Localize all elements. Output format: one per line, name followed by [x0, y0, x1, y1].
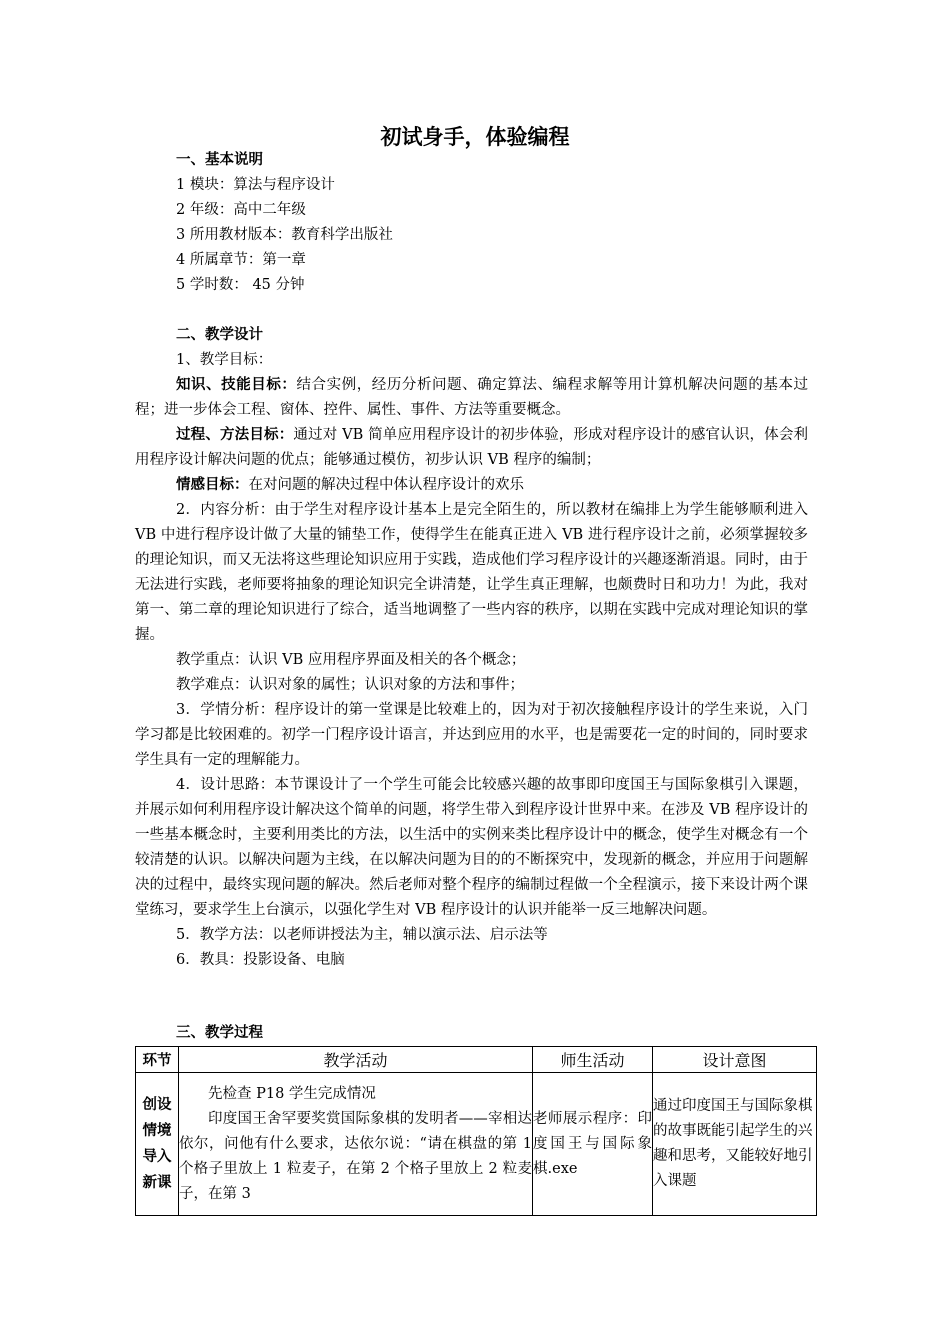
header-teaching-activity: 教学活动 [179, 1047, 533, 1073]
process-objective [135, 423, 808, 473]
teaching-difficulty: 教学难点：认识对象的属性；认识对象的方法和事件； [176, 677, 524, 693]
emotion-objective [135, 473, 808, 498]
table-header-row [136, 1047, 817, 1073]
knowledge-objective [135, 373, 808, 423]
section-heading-teaching-process: 三、教学过程 [176, 1025, 263, 1041]
teaching-key-point: 教学重点：认识 VB 应用程序界面及相关的各个概念； [176, 652, 526, 668]
stage-line: 新课 [142, 1175, 172, 1191]
teaching-process-table [135, 1046, 817, 1216]
header-stage: 环节 [136, 1047, 179, 1073]
process-objective-text: 通过对 VB 简单应用程序设计的初步体验，形成对程序设计的感官认识，体会利用程序设计解决问题的优点；能够通过模仿，初步认识 VB 程序的编制； [135, 427, 809, 468]
header-design-intent: 设计意图 [653, 1047, 817, 1073]
content-analysis: 2．内容分析：由于学生对程序设计基本上是完全陌生的，所以教材在编排上为学生能够顺利进入 VB 中进行程序设计做了大量的铺垫工作，使得学生在能真正进入 VB 进行程序设计之前，必须掌握较多的理论知识，而又无法将这些理论知识应用于实践，造成他们学习程序设计的兴趣逐渐消退。同时，由于无法进行实践，老师要将抽象的理论知识完全讲清楚，让学生真正理解，也颇费时日和功力！为此，我对第一、第二章的理论知识进行了综合，适当地调整了一些内容的秩序，以期在实践中完成对理论知识的掌握。 [135, 502, 808, 643]
document-title: 初试身手，体验编程 [380, 125, 570, 149]
objectives-heading: 1、教学目标： [176, 352, 273, 368]
teaching-tools: 6．教具：投影设备、电脑 [176, 952, 345, 968]
teacher-student-activity-cell: 老师展示程序：印度国王与国际象棋.exe [533, 1073, 653, 1216]
process-objective-label: 过程、方法目标： [176, 427, 294, 443]
header-teacher-student-activity: 师生活动 [533, 1047, 653, 1073]
info-item-module: 1 模块：算法与程序设计 [176, 177, 335, 193]
activity-paragraph: 先检查 P18 学生完成情况 [208, 1085, 376, 1102]
info-item-hours: 5 学时数： 45 分钟 [176, 277, 305, 293]
document-body [135, 148, 809, 973]
activity-paragraph: 印度国王舍罕要奖赏国际象棋的发明者——宰相达依尔，问他有什么要求，达依尔说：“请在棋盘的第 1 个格子里放上 1 粒麦子，在第 2 个格子里放上 2 粒麦子，在第 3 [179, 1110, 532, 1202]
stage-line: 创设 [142, 1097, 172, 1113]
info-item-textbook: 3 所用教材版本：教育科学出版社 [176, 227, 393, 243]
knowledge-objective-label: 知识、技能目标： [176, 377, 297, 393]
stage-line: 情境 [142, 1123, 172, 1139]
knowledge-objective-text: 结合实例，经历分析问题、确定算法、编程求解等用计算机解决问题的基本过程；进一步体会工程、窗体、控件、属性、事件、方法等重要概念。 [135, 377, 809, 418]
stage-line: 导入 [142, 1149, 172, 1165]
table-row [136, 1073, 817, 1216]
design-intent-cell: 通过印度国王与国际象棋的故事既能引起学生的兴趣和思考，又能较好地引入课题 [653, 1073, 817, 1216]
teaching-activity-cell [179, 1073, 533, 1216]
section-heading-basic-info: 一、基本说明 [176, 152, 263, 168]
info-item-chapter: 4 所属章节：第一章 [176, 252, 306, 268]
section-heading-teaching-design: 二、教学设计 [176, 327, 263, 343]
design-idea: 4．设计思路：本节课设计了一个学生可能会比较感兴趣的故事即印度国王与国际象棋引入课题，并展示如何利用程序设计解决这个简单的问题，将学生带入到程序设计世界中来。在涉及 VB 程序设计的一些基本概念时，主要利用类比的方法，以生活中的实例来类比程序设计中的概念，使学生对概念有一个较清楚的认识。以解决问题为主线，在以解决问题为目的的不断探究中，发现新的概念，并应用于问题解决的过程中，最终实现问题的解决。然后老师对整个程序的编制过程做一个全程演示，接下来设计两个课堂练习，要求学生上台演示，以强化学生对 VB 程序设计的认识并能举一反三地解决问题。 [135, 777, 808, 918]
stage-cell [136, 1073, 179, 1216]
info-item-grade: 2 年级：高中二年级 [176, 202, 306, 218]
learner-analysis: 3．学情分析：程序设计的第一堂课是比较难上的，因为对于初次接触程序设计的学生来说，入门学习都是比较困难的。初学一门程序设计语言，并达到应用的水平，也是需要花一定的时间的，同时要求学生具有一定的理解能力。 [135, 702, 808, 768]
emotion-objective-label: 情感目标： [176, 477, 249, 493]
emotion-objective-text: 在对问题的解决过程中体认程序设计的欢乐 [248, 477, 524, 493]
teaching-method: 5．教学方法：以老师讲授法为主，辅以演示法、启示法等 [176, 927, 548, 943]
